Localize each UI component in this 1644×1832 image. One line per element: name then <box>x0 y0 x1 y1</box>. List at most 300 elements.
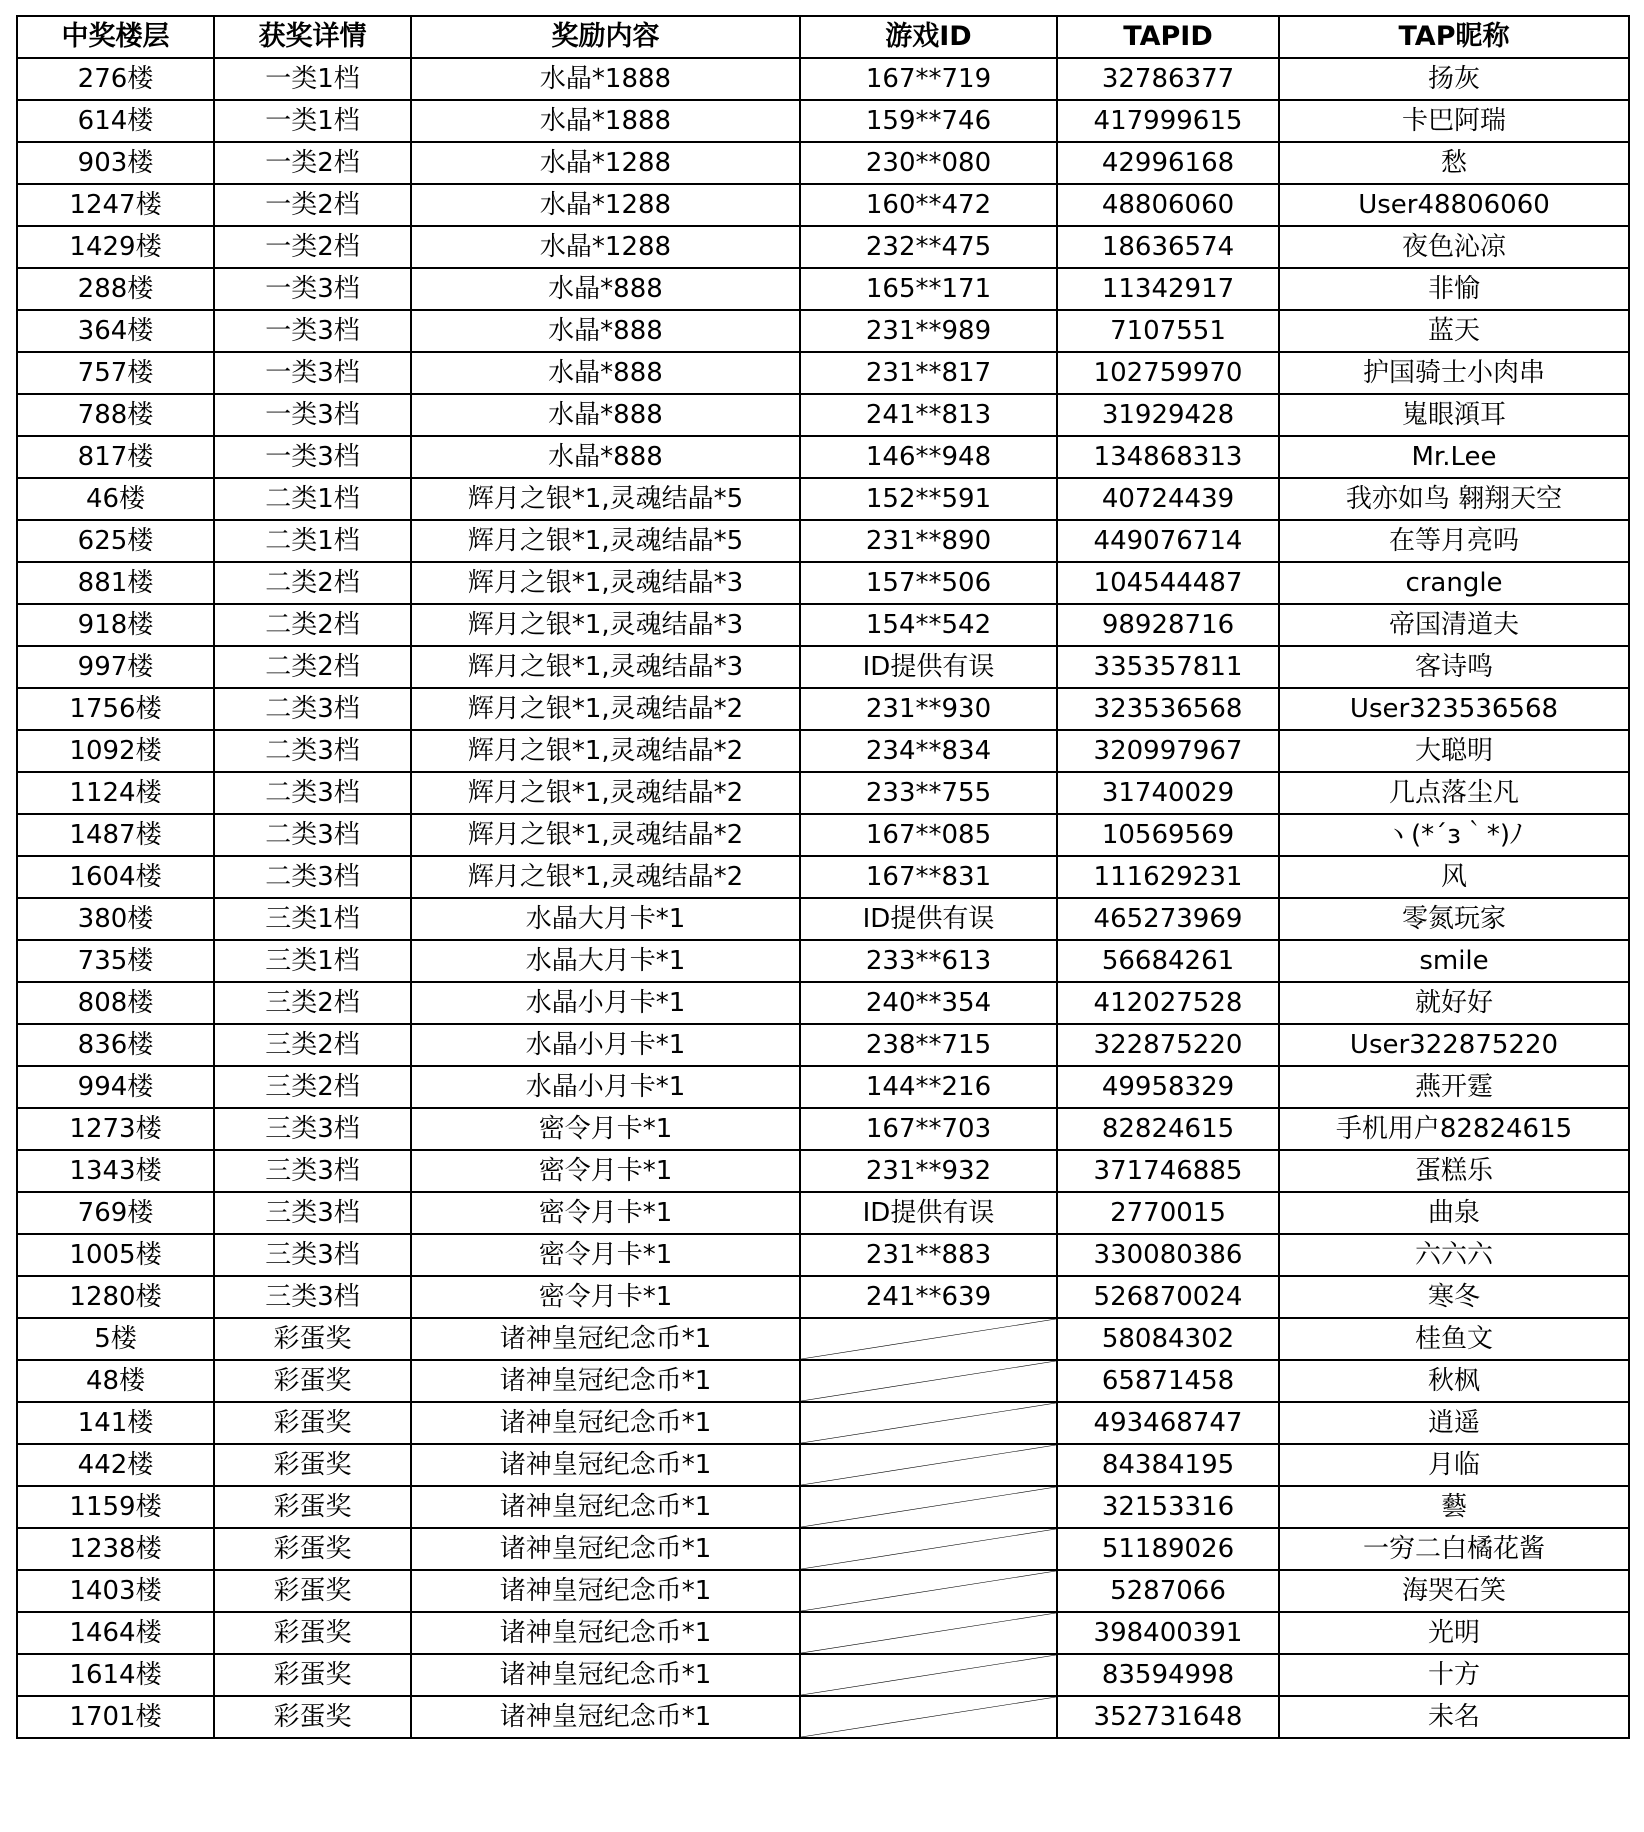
tap-nickname-cell: 曲泉 <box>1279 1192 1629 1234</box>
table-row <box>17 1570 1629 1612</box>
award-detail-cell: 三类3档 <box>214 1192 411 1234</box>
table-row <box>17 562 1629 604</box>
tap-id-cell: 51189026 <box>1057 1528 1279 1570</box>
tap-nickname-cell: 客诗鸣 <box>1279 646 1629 688</box>
reward-content-cell: 水晶*1288 <box>411 142 800 184</box>
reward-content-cell: 诸神皇冠纪念币*1 <box>411 1486 800 1528</box>
tap-nickname-cell: 护国骑士小肉串 <box>1279 352 1629 394</box>
tap-nickname-cell: 就好好 <box>1279 982 1629 1024</box>
reward-content-cell: 辉月之银*1,灵魂结晶*3 <box>411 604 800 646</box>
reward-content-cell: 辉月之银*1,灵魂结晶*2 <box>411 772 800 814</box>
floor-cell: 1092楼 <box>17 730 214 772</box>
game-id-cell: 231**890 <box>800 520 1057 562</box>
award-detail-cell: 三类3档 <box>214 1150 411 1192</box>
tap-nickname-cell: 月临 <box>1279 1444 1629 1486</box>
game-id-cell: 241**639 <box>800 1276 1057 1318</box>
reward-content-cell: 诸神皇冠纪念币*1 <box>411 1318 800 1360</box>
header-reward-content: 奖励内容 <box>411 16 800 58</box>
floor-cell: 364楼 <box>17 310 214 352</box>
award-detail-cell: 一类2档 <box>214 184 411 226</box>
table-row <box>17 1612 1629 1654</box>
reward-content-cell: 水晶*888 <box>411 268 800 310</box>
tap-nickname-cell: 嵬眼澒耳 <box>1279 394 1629 436</box>
tap-nickname-cell: 夜色沁凉 <box>1279 226 1629 268</box>
tap-id-cell: 335357811 <box>1057 646 1279 688</box>
table-row <box>17 730 1629 772</box>
table-row <box>17 352 1629 394</box>
game-id-cell: 165**171 <box>800 268 1057 310</box>
tap-nickname-cell: smile <box>1279 940 1629 982</box>
table-row <box>17 1318 1629 1360</box>
award-detail-cell: 一类1档 <box>214 58 411 100</box>
tap-id-cell: 56684261 <box>1057 940 1279 982</box>
floor-cell: 788楼 <box>17 394 214 436</box>
floor-cell: 288楼 <box>17 268 214 310</box>
reward-content-cell: 辉月之银*1,灵魂结晶*5 <box>411 478 800 520</box>
tap-id-cell: 11342917 <box>1057 268 1279 310</box>
game-id-cell <box>800 1444 1057 1486</box>
award-detail-cell: 三类2档 <box>214 982 411 1024</box>
table-row <box>17 688 1629 730</box>
header-award-detail: 获奖详情 <box>214 16 411 58</box>
tap-nickname-cell: 扬灰 <box>1279 58 1629 100</box>
award-detail-cell: 三类3档 <box>214 1234 411 1276</box>
tap-nickname-cell: 在等月亮吗 <box>1279 520 1629 562</box>
table-row <box>17 100 1629 142</box>
diagonal-slash-icon <box>801 1655 1056 1695</box>
floor-cell: 1238楼 <box>17 1528 214 1570</box>
floor-cell: 994楼 <box>17 1066 214 1108</box>
game-id-cell: 146**948 <box>800 436 1057 478</box>
table-row <box>17 1528 1629 1570</box>
floor-cell: 1124楼 <box>17 772 214 814</box>
award-detail-cell: 彩蛋奖 <box>214 1528 411 1570</box>
game-id-cell: 167**703 <box>800 1108 1057 1150</box>
game-id-cell: 231**932 <box>800 1150 1057 1192</box>
winners-table <box>16 15 1630 1739</box>
game-id-cell: 154**542 <box>800 604 1057 646</box>
award-detail-cell: 一类2档 <box>214 226 411 268</box>
header-tap-id: TAPID <box>1057 16 1279 58</box>
tap-nickname-cell: 非愉 <box>1279 268 1629 310</box>
table-row <box>17 1360 1629 1402</box>
table-row <box>17 58 1629 100</box>
floor-cell: 757楼 <box>17 352 214 394</box>
reward-content-cell: 水晶*1888 <box>411 100 800 142</box>
winners-sheet <box>16 15 1628 1739</box>
award-detail-cell: 二类2档 <box>214 646 411 688</box>
reward-content-cell: 水晶*888 <box>411 394 800 436</box>
game-id-cell: 231**930 <box>800 688 1057 730</box>
reward-content-cell: 辉月之银*1,灵魂结晶*2 <box>411 730 800 772</box>
game-id-cell: 159**746 <box>800 100 1057 142</box>
game-id-cell: 167**719 <box>800 58 1057 100</box>
tap-id-cell: 102759970 <box>1057 352 1279 394</box>
reward-content-cell: 诸神皇冠纪念币*1 <box>411 1528 800 1570</box>
game-id-cell: 233**755 <box>800 772 1057 814</box>
game-id-cell <box>800 1570 1057 1612</box>
table-row <box>17 1066 1629 1108</box>
award-detail-cell: 彩蛋奖 <box>214 1444 411 1486</box>
tap-id-cell: 398400391 <box>1057 1612 1279 1654</box>
table-row <box>17 268 1629 310</box>
table-row <box>17 1276 1629 1318</box>
tap-nickname-cell: User323536568 <box>1279 688 1629 730</box>
tap-id-cell: 320997967 <box>1057 730 1279 772</box>
award-detail-cell: 二类3档 <box>214 688 411 730</box>
tap-id-cell: 7107551 <box>1057 310 1279 352</box>
game-id-cell: 234**834 <box>800 730 1057 772</box>
table-row <box>17 1696 1629 1738</box>
tap-nickname-cell: 零氮玩家 <box>1279 898 1629 940</box>
award-detail-cell: 彩蛋奖 <box>214 1570 411 1612</box>
reward-content-cell: 水晶小月卡*1 <box>411 1024 800 1066</box>
floor-cell: 1464楼 <box>17 1612 214 1654</box>
award-detail-cell: 二类1档 <box>214 478 411 520</box>
tap-id-cell: 322875220 <box>1057 1024 1279 1066</box>
tap-nickname-cell: 十方 <box>1279 1654 1629 1696</box>
reward-content-cell: 水晶*888 <box>411 436 800 478</box>
tap-nickname-cell: 光明 <box>1279 1612 1629 1654</box>
reward-content-cell: 诸神皇冠纪念币*1 <box>411 1612 800 1654</box>
floor-cell: 997楼 <box>17 646 214 688</box>
award-detail-cell: 彩蛋奖 <box>214 1360 411 1402</box>
tap-id-cell: 31929428 <box>1057 394 1279 436</box>
reward-content-cell: 水晶*1888 <box>411 58 800 100</box>
floor-cell: 1756楼 <box>17 688 214 730</box>
floor-cell: 5楼 <box>17 1318 214 1360</box>
reward-content-cell: 辉月之银*1,灵魂结晶*3 <box>411 646 800 688</box>
table-row <box>17 1444 1629 1486</box>
game-id-cell: 231**817 <box>800 352 1057 394</box>
floor-cell: 1701楼 <box>17 1696 214 1738</box>
award-detail-cell: 二类3档 <box>214 814 411 856</box>
table-row <box>17 814 1629 856</box>
table-row <box>17 1108 1629 1150</box>
table-row <box>17 646 1629 688</box>
reward-content-cell: 水晶大月卡*1 <box>411 940 800 982</box>
game-id-cell: ID提供有误 <box>800 1192 1057 1234</box>
tap-id-cell: 98928716 <box>1057 604 1279 646</box>
game-id-cell: 167**831 <box>800 856 1057 898</box>
reward-content-cell: 密令月卡*1 <box>411 1234 800 1276</box>
tap-id-cell: 10569569 <box>1057 814 1279 856</box>
game-id-cell: 157**506 <box>800 562 1057 604</box>
award-detail-cell: 一类3档 <box>214 310 411 352</box>
header-row <box>17 16 1629 58</box>
reward-content-cell: 密令月卡*1 <box>411 1150 800 1192</box>
tap-nickname-cell: crangle <box>1279 562 1629 604</box>
reward-content-cell: 水晶小月卡*1 <box>411 982 800 1024</box>
table-row <box>17 1654 1629 1696</box>
reward-content-cell: 辉月之银*1,灵魂结晶*3 <box>411 562 800 604</box>
game-id-cell: 152**591 <box>800 478 1057 520</box>
award-detail-cell: 二类3档 <box>214 730 411 772</box>
reward-content-cell: 诸神皇冠纪念币*1 <box>411 1570 800 1612</box>
game-id-cell: 167**085 <box>800 814 1057 856</box>
floor-cell: 625楼 <box>17 520 214 562</box>
game-id-cell <box>800 1402 1057 1444</box>
floor-cell: 1403楼 <box>17 1570 214 1612</box>
tap-id-cell: 82824615 <box>1057 1108 1279 1150</box>
floor-cell: 836楼 <box>17 1024 214 1066</box>
tap-id-cell: 465273969 <box>1057 898 1279 940</box>
header-tap-nickname: TAP昵称 <box>1279 16 1629 58</box>
reward-content-cell: 辉月之银*1,灵魂结晶*5 <box>411 520 800 562</box>
tap-nickname-cell: ヽ(*´з｀*)ﾉ <box>1279 814 1629 856</box>
tap-id-cell: 449076714 <box>1057 520 1279 562</box>
reward-content-cell: 密令月卡*1 <box>411 1108 800 1150</box>
tap-id-cell: 371746885 <box>1057 1150 1279 1192</box>
game-id-cell <box>800 1360 1057 1402</box>
table-row <box>17 940 1629 982</box>
floor-cell: 1273楼 <box>17 1108 214 1150</box>
tap-id-cell: 31740029 <box>1057 772 1279 814</box>
floor-cell: 881楼 <box>17 562 214 604</box>
tap-nickname-cell: 手机用户82824615 <box>1279 1108 1629 1150</box>
table-row <box>17 184 1629 226</box>
award-detail-cell: 三类2档 <box>214 1066 411 1108</box>
floor-cell: 1604楼 <box>17 856 214 898</box>
floor-cell: 1159楼 <box>17 1486 214 1528</box>
reward-content-cell: 水晶*888 <box>411 352 800 394</box>
floor-cell: 46楼 <box>17 478 214 520</box>
table-row <box>17 520 1629 562</box>
tap-nickname-cell: 蓝天 <box>1279 310 1629 352</box>
award-detail-cell: 二类1档 <box>214 520 411 562</box>
table-row <box>17 226 1629 268</box>
floor-cell: 735楼 <box>17 940 214 982</box>
tap-id-cell: 493468747 <box>1057 1402 1279 1444</box>
game-id-cell: 160**472 <box>800 184 1057 226</box>
table-row <box>17 1486 1629 1528</box>
table-body <box>17 58 1629 1738</box>
floor-cell: 918楼 <box>17 604 214 646</box>
tap-nickname-cell: 大聪明 <box>1279 730 1629 772</box>
tap-id-cell: 83594998 <box>1057 1654 1279 1696</box>
tap-nickname-cell: User322875220 <box>1279 1024 1629 1066</box>
tap-nickname-cell: 一穷二白橘花酱 <box>1279 1528 1629 1570</box>
table-row <box>17 604 1629 646</box>
tap-id-cell: 40724439 <box>1057 478 1279 520</box>
diagonal-slash-icon <box>801 1487 1056 1527</box>
diagonal-slash-icon <box>801 1361 1056 1401</box>
header-floor: 中奖楼层 <box>17 16 214 58</box>
header-game-id: 游戏ID <box>800 16 1057 58</box>
floor-cell: 48楼 <box>17 1360 214 1402</box>
tap-nickname-cell: 藝 <box>1279 1486 1629 1528</box>
floor-cell: 1005楼 <box>17 1234 214 1276</box>
award-detail-cell: 一类2档 <box>214 142 411 184</box>
tap-id-cell: 417999615 <box>1057 100 1279 142</box>
reward-content-cell: 水晶大月卡*1 <box>411 898 800 940</box>
floor-cell: 1429楼 <box>17 226 214 268</box>
tap-nickname-cell: User48806060 <box>1279 184 1629 226</box>
award-detail-cell: 二类2档 <box>214 604 411 646</box>
tap-id-cell: 412027528 <box>1057 982 1279 1024</box>
reward-content-cell: 辉月之银*1,灵魂结晶*2 <box>411 814 800 856</box>
game-id-cell <box>800 1612 1057 1654</box>
award-detail-cell: 彩蛋奖 <box>214 1486 411 1528</box>
floor-cell: 1614楼 <box>17 1654 214 1696</box>
award-detail-cell: 一类3档 <box>214 352 411 394</box>
tap-id-cell: 32786377 <box>1057 58 1279 100</box>
reward-content-cell: 诸神皇冠纪念币*1 <box>411 1654 800 1696</box>
table-row <box>17 982 1629 1024</box>
diagonal-slash-icon <box>801 1403 1056 1443</box>
table-row <box>17 310 1629 352</box>
tap-nickname-cell: 桂鱼文 <box>1279 1318 1629 1360</box>
tap-id-cell: 104544487 <box>1057 562 1279 604</box>
game-id-cell: ID提供有误 <box>800 898 1057 940</box>
diagonal-slash-icon <box>801 1319 1056 1359</box>
award-detail-cell: 一类3档 <box>214 436 411 478</box>
table-row <box>17 1192 1629 1234</box>
game-id-cell: 144**216 <box>800 1066 1057 1108</box>
reward-content-cell: 诸神皇冠纪念币*1 <box>411 1444 800 1486</box>
award-detail-cell: 一类1档 <box>214 100 411 142</box>
tap-id-cell: 84384195 <box>1057 1444 1279 1486</box>
reward-content-cell: 密令月卡*1 <box>411 1192 800 1234</box>
tap-nickname-cell: 愁 <box>1279 142 1629 184</box>
award-detail-cell: 三类3档 <box>214 1276 411 1318</box>
floor-cell: 817楼 <box>17 436 214 478</box>
floor-cell: 1247楼 <box>17 184 214 226</box>
award-detail-cell: 彩蛋奖 <box>214 1402 411 1444</box>
reward-content-cell: 诸神皇冠纪念币*1 <box>411 1696 800 1738</box>
tap-id-cell: 58084302 <box>1057 1318 1279 1360</box>
reward-content-cell: 辉月之银*1,灵魂结晶*2 <box>411 856 800 898</box>
game-id-cell <box>800 1654 1057 1696</box>
tap-id-cell: 49958329 <box>1057 1066 1279 1108</box>
floor-cell: 903楼 <box>17 142 214 184</box>
tap-nickname-cell: 风 <box>1279 856 1629 898</box>
award-detail-cell: 三类1档 <box>214 940 411 982</box>
game-id-cell <box>800 1318 1057 1360</box>
diagonal-slash-icon <box>801 1445 1056 1485</box>
tap-nickname-cell: Mr.Lee <box>1279 436 1629 478</box>
award-detail-cell: 三类2档 <box>214 1024 411 1066</box>
award-detail-cell: 彩蛋奖 <box>214 1696 411 1738</box>
tap-nickname-cell: 逍遥 <box>1279 1402 1629 1444</box>
tap-nickname-cell: 蛋糕乐 <box>1279 1150 1629 1192</box>
table-row <box>17 772 1629 814</box>
diagonal-slash-icon <box>801 1613 1056 1653</box>
tap-id-cell: 5287066 <box>1057 1570 1279 1612</box>
tap-id-cell: 111629231 <box>1057 856 1279 898</box>
floor-cell: 276楼 <box>17 58 214 100</box>
table-row <box>17 436 1629 478</box>
game-id-cell: 233**613 <box>800 940 1057 982</box>
award-detail-cell: 二类3档 <box>214 856 411 898</box>
award-detail-cell: 彩蛋奖 <box>214 1654 411 1696</box>
game-id-cell: 241**813 <box>800 394 1057 436</box>
game-id-cell: 238**715 <box>800 1024 1057 1066</box>
reward-content-cell: 水晶小月卡*1 <box>411 1066 800 1108</box>
tap-id-cell: 42996168 <box>1057 142 1279 184</box>
tap-id-cell: 323536568 <box>1057 688 1279 730</box>
floor-cell: 141楼 <box>17 1402 214 1444</box>
reward-content-cell: 水晶*1288 <box>411 184 800 226</box>
reward-content-cell: 辉月之银*1,灵魂结晶*2 <box>411 688 800 730</box>
game-id-cell: ID提供有误 <box>800 646 1057 688</box>
game-id-cell: 231**883 <box>800 1234 1057 1276</box>
table-row <box>17 394 1629 436</box>
tap-nickname-cell: 卡巴阿瑞 <box>1279 100 1629 142</box>
tap-id-cell: 48806060 <box>1057 184 1279 226</box>
tap-id-cell: 18636574 <box>1057 226 1279 268</box>
diagonal-slash-icon <box>801 1697 1056 1737</box>
tap-id-cell: 352731648 <box>1057 1696 1279 1738</box>
game-id-cell: 230**080 <box>800 142 1057 184</box>
tap-id-cell: 2770015 <box>1057 1192 1279 1234</box>
floor-cell: 1487楼 <box>17 814 214 856</box>
floor-cell: 614楼 <box>17 100 214 142</box>
tap-nickname-cell: 几点落尘凡 <box>1279 772 1629 814</box>
table-row <box>17 1402 1629 1444</box>
game-id-cell <box>800 1486 1057 1528</box>
reward-content-cell: 密令月卡*1 <box>411 1276 800 1318</box>
tap-nickname-cell: 秋枫 <box>1279 1360 1629 1402</box>
award-detail-cell: 彩蛋奖 <box>214 1318 411 1360</box>
diagonal-slash-icon <box>801 1529 1056 1569</box>
reward-content-cell: 水晶*1288 <box>411 226 800 268</box>
award-detail-cell: 一类3档 <box>214 394 411 436</box>
floor-cell: 380楼 <box>17 898 214 940</box>
tap-id-cell: 134868313 <box>1057 436 1279 478</box>
tap-nickname-cell: 海哭石笑 <box>1279 1570 1629 1612</box>
table-row <box>17 142 1629 184</box>
tap-nickname-cell: 帝国清道夫 <box>1279 604 1629 646</box>
award-detail-cell: 二类2档 <box>214 562 411 604</box>
table-row <box>17 1150 1629 1192</box>
game-id-cell: 232**475 <box>800 226 1057 268</box>
game-id-cell: 231**989 <box>800 310 1057 352</box>
tap-nickname-cell: 未名 <box>1279 1696 1629 1738</box>
reward-content-cell: 诸神皇冠纪念币*1 <box>411 1360 800 1402</box>
tap-nickname-cell: 六六六 <box>1279 1234 1629 1276</box>
award-detail-cell: 一类3档 <box>214 268 411 310</box>
diagonal-slash-icon <box>801 1571 1056 1611</box>
tap-id-cell: 65871458 <box>1057 1360 1279 1402</box>
award-detail-cell: 二类3档 <box>214 772 411 814</box>
table-row <box>17 1024 1629 1066</box>
award-detail-cell: 彩蛋奖 <box>214 1612 411 1654</box>
award-detail-cell: 三类3档 <box>214 1108 411 1150</box>
game-id-cell: 240**354 <box>800 982 1057 1024</box>
floor-cell: 1280楼 <box>17 1276 214 1318</box>
floor-cell: 808楼 <box>17 982 214 1024</box>
tap-id-cell: 330080386 <box>1057 1234 1279 1276</box>
game-id-cell <box>800 1696 1057 1738</box>
reward-content-cell: 水晶*888 <box>411 310 800 352</box>
tap-id-cell: 32153316 <box>1057 1486 1279 1528</box>
tap-nickname-cell: 寒冬 <box>1279 1276 1629 1318</box>
reward-content-cell: 诸神皇冠纪念币*1 <box>411 1402 800 1444</box>
tap-nickname-cell: 我亦如鸟 翱翔天空 <box>1279 478 1629 520</box>
floor-cell: 442楼 <box>17 1444 214 1486</box>
table-row <box>17 856 1629 898</box>
table-row <box>17 478 1629 520</box>
tap-nickname-cell: 燕开霆 <box>1279 1066 1629 1108</box>
floor-cell: 769楼 <box>17 1192 214 1234</box>
table-row <box>17 1234 1629 1276</box>
table-row <box>17 898 1629 940</box>
award-detail-cell: 三类1档 <box>214 898 411 940</box>
floor-cell: 1343楼 <box>17 1150 214 1192</box>
game-id-cell <box>800 1528 1057 1570</box>
tap-id-cell: 526870024 <box>1057 1276 1279 1318</box>
